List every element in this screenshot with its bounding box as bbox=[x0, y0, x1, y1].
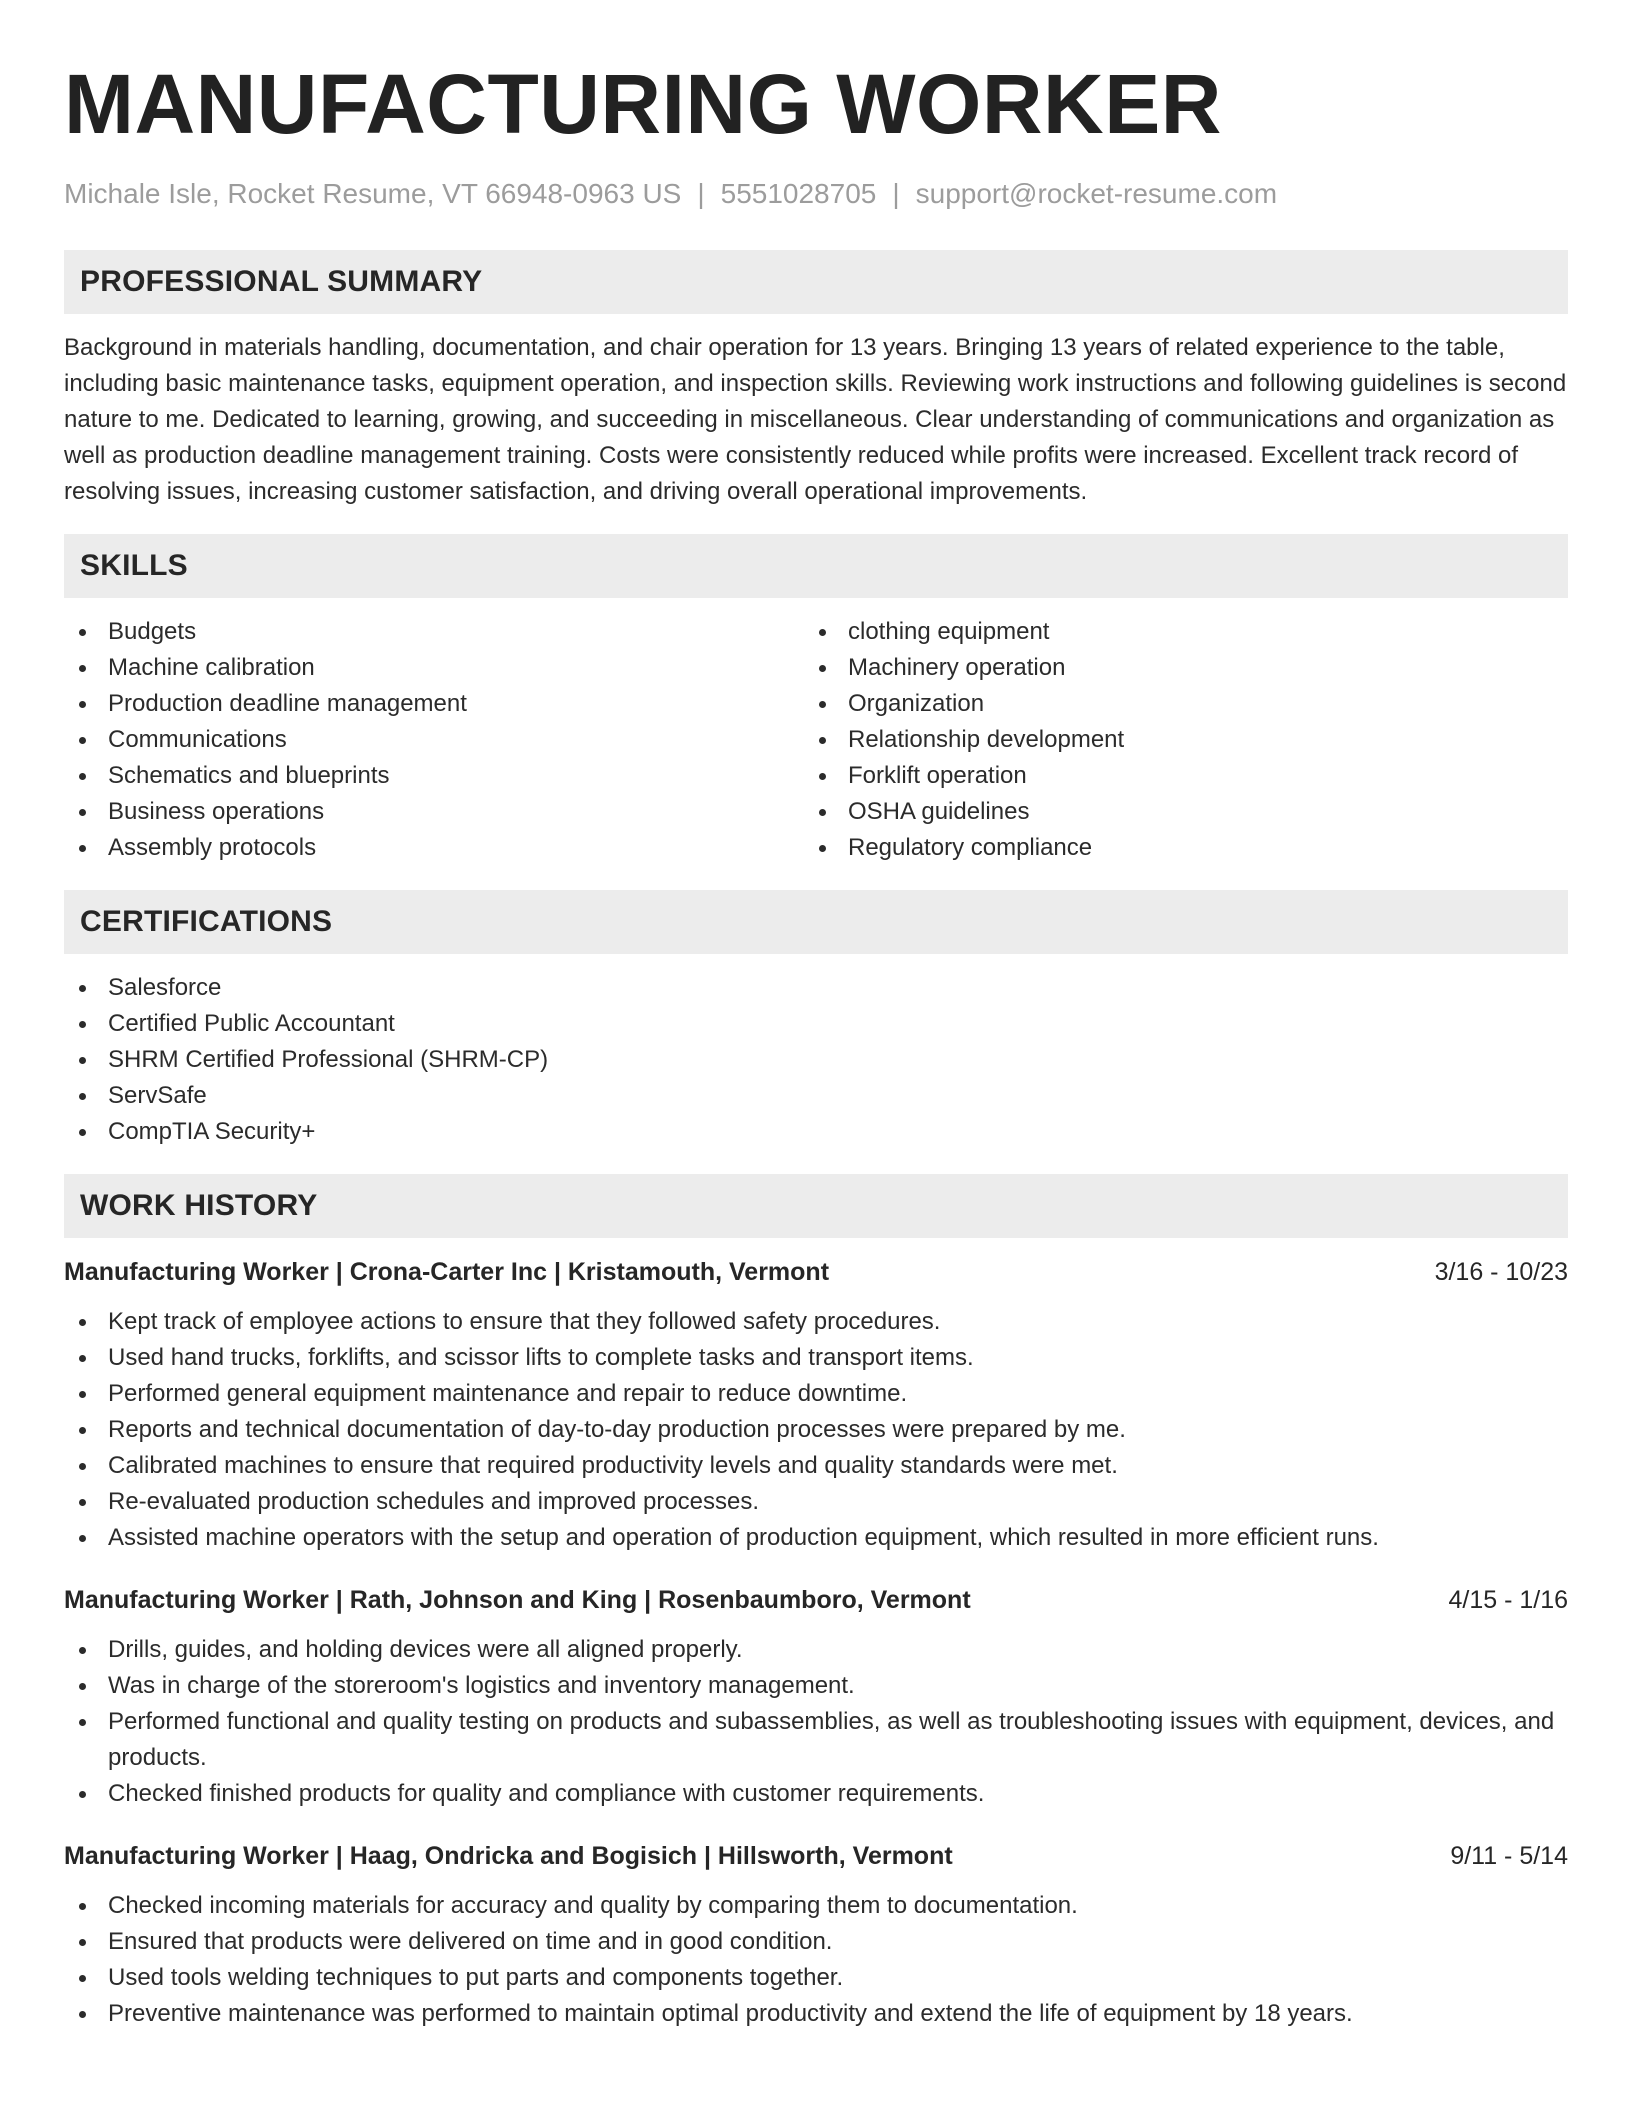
skill-item: Budgets bbox=[64, 614, 804, 650]
job-bullet: Used tools welding techniques to put parts and components together. bbox=[64, 1960, 1568, 1996]
job-bullets bbox=[64, 1304, 1568, 1556]
job-heading-row bbox=[64, 1582, 1568, 1618]
certification-item: Salesforce bbox=[64, 970, 1568, 1006]
job-bullet: Was in charge of the storeroom's logistics and inventory management. bbox=[64, 1668, 1568, 1704]
skills-grid bbox=[64, 614, 1568, 866]
certification-item: SHRM Certified Professional (SHRM-CP) bbox=[64, 1042, 1568, 1078]
job-dates: 9/11 - 5/14 bbox=[1450, 1842, 1568, 1870]
skill-item: Business operations bbox=[64, 794, 804, 830]
job-title: Manufacturing Worker | Crona-Carter Inc | Kristamouth, Vermont bbox=[64, 1258, 830, 1286]
summary-text: Background in materials handling, documentation, and chair operation for 13 years. Bringing 13 years of related experience to the table, including basic maintenance tasks, equipment operation, and inspection skills. Reviewing work instructions and following guidelines is second nature to me. Dedicated to learning, growing, and succeeding in miscellaneous. Clear understanding of communications and organization as well as production deadline management training. Costs were consistently reduced while profits were increased. Excellent track record of resolving issues, increasing customer satisfaction, and driving overall operational improvements. bbox=[64, 334, 1567, 505]
skill-item: Assembly protocols bbox=[64, 830, 804, 866]
section-heading-skills: SKILLS bbox=[64, 534, 1568, 598]
skill-item: Machinery operation bbox=[804, 650, 1544, 686]
certification-item: CompTIA Security+ bbox=[64, 1114, 1568, 1150]
certification-item: ServSafe bbox=[64, 1078, 1568, 1114]
skill-item: OSHA guidelines bbox=[804, 794, 1544, 830]
job-bullet: Re-evaluated production schedules and improved processes. bbox=[64, 1484, 1568, 1520]
job-bullet: Reports and technical documentation of day-to-day production processes were prepared by me. bbox=[64, 1412, 1568, 1448]
job-entry bbox=[64, 1254, 1568, 1556]
skill-item: Production deadline management bbox=[64, 686, 804, 722]
skill-item: Regulatory compliance bbox=[804, 830, 1544, 866]
skill-item: Communications bbox=[64, 722, 804, 758]
certifications-list bbox=[64, 970, 1568, 1150]
skill-item: Schematics and blueprints bbox=[64, 758, 804, 794]
job-title: Manufacturing Worker | Rath, Johnson and King | Rosenbaumboro, Vermont bbox=[64, 1586, 971, 1614]
candidate-name: MANUFACTURING WORKER bbox=[64, 57, 1222, 151]
job-bullet: Preventive maintenance was performed to maintain optimal productivity and extend the life of equipment by 18 years. bbox=[64, 1996, 1568, 2032]
contact-phone: 5551028705 bbox=[720, 178, 877, 209]
skill-item: clothing equipment bbox=[804, 614, 1544, 650]
job-bullet: Calibrated machines to ensure that required productivity levels and quality standards were met. bbox=[64, 1448, 1568, 1484]
job-dates: 3/16 - 10/23 bbox=[1434, 1258, 1568, 1286]
certification-item: Certified Public Accountant bbox=[64, 1006, 1568, 1042]
job-heading-row bbox=[64, 1838, 1568, 1874]
job-bullets bbox=[64, 1632, 1568, 1812]
section-heading-work-history: WORK HISTORY bbox=[64, 1174, 1568, 1238]
contact-separator: | bbox=[697, 178, 705, 209]
job-bullet: Ensured that products were delivered on time and in good condition. bbox=[64, 1924, 1568, 1960]
job-heading-row bbox=[64, 1254, 1568, 1290]
job-bullet: Performed functional and quality testing on products and subassemblies, as well as troubleshooting issues with equipment, devices, and products. bbox=[64, 1704, 1568, 1776]
job-bullet: Checked finished products for quality and compliance with customer requirements. bbox=[64, 1776, 1568, 1812]
job-bullet: Performed general equipment maintenance and repair to reduce downtime. bbox=[64, 1376, 1568, 1412]
job-bullet: Drills, guides, and holding devices were all aligned properly. bbox=[64, 1632, 1568, 1668]
skill-item: Relationship development bbox=[804, 722, 1544, 758]
job-dates: 4/15 - 1/16 bbox=[1448, 1586, 1568, 1614]
contact-email: support@rocket-resume.com bbox=[915, 178, 1278, 209]
contact-line bbox=[64, 176, 1568, 212]
contact-separator: | bbox=[892, 178, 900, 209]
skill-item: Organization bbox=[804, 686, 1544, 722]
contact-address: Michale Isle, Rocket Resume, VT 66948-0963 US bbox=[64, 178, 682, 209]
job-bullet: Assisted machine operators with the setup and operation of production equipment, which resulted in more efficient runs. bbox=[64, 1520, 1568, 1556]
section-heading-certifications: CERTIFICATIONS bbox=[64, 890, 1568, 954]
job-bullet: Used hand trucks, forklifts, and scissor lifts to complete tasks and transport items. bbox=[64, 1340, 1568, 1376]
skills-list-right bbox=[804, 614, 1544, 866]
job-bullet: Kept track of employee actions to ensure that they followed safety procedures. bbox=[64, 1304, 1568, 1340]
skill-item: Forklift operation bbox=[804, 758, 1544, 794]
job-entry bbox=[64, 1838, 1568, 2032]
job-bullets bbox=[64, 1888, 1568, 2032]
job-bullet: Checked incoming materials for accuracy and quality by comparing them to documentation. bbox=[64, 1888, 1568, 1924]
job-title: Manufacturing Worker | Haag, Ondricka and Bogisich | Hillsworth, Vermont bbox=[64, 1842, 953, 1870]
section-heading-summary: PROFESSIONAL SUMMARY bbox=[64, 250, 1568, 314]
skill-item: Machine calibration bbox=[64, 650, 804, 686]
job-entry bbox=[64, 1582, 1568, 1812]
skills-list-left bbox=[64, 614, 804, 866]
